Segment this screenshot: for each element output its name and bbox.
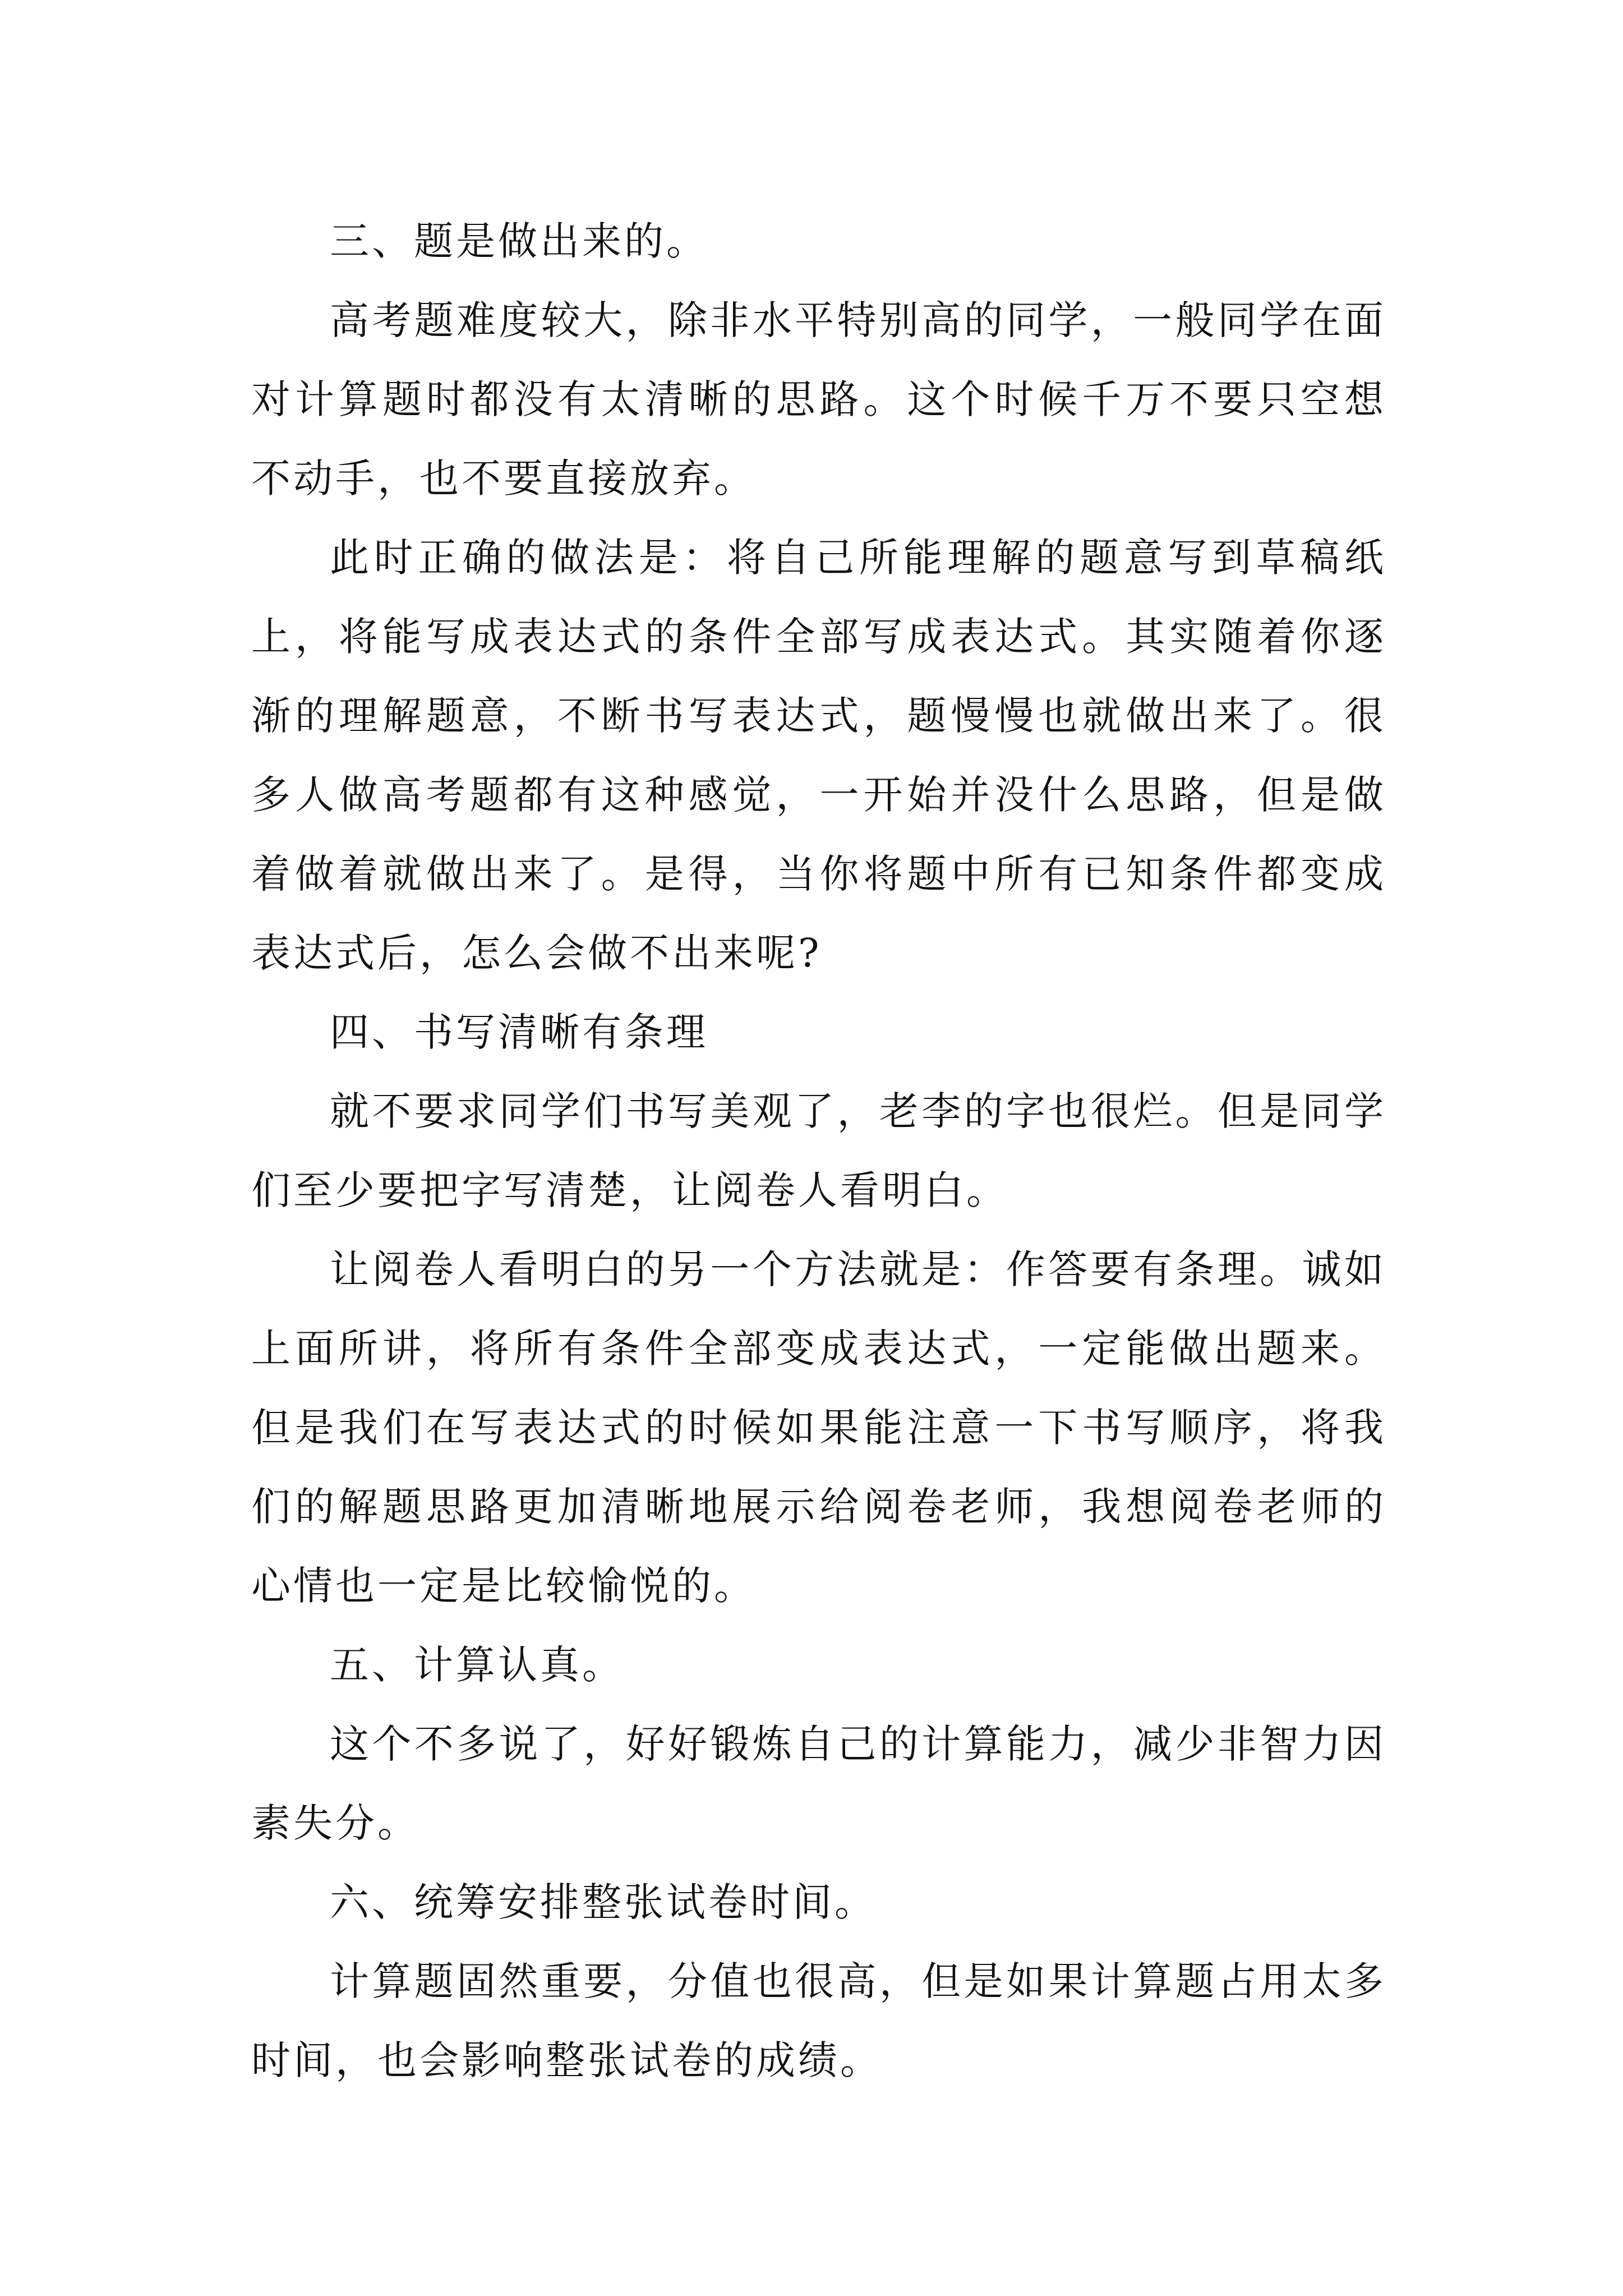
paragraph: 就不要求同学们书写美观了，老李的字也很烂。但是同学们至少要把字写清楚，让阅卷人看明白。 <box>251 1088 1386 1213</box>
paragraph: 高考题难度较大，除非水平特别高的同学，一般同学在面对计算题时都没有太清晰的思路。这个时候千万不要只空想不动手，也不要直接放弃。 <box>251 297 1386 501</box>
section-heading-5: 五、计算认真。 <box>330 1642 624 1688</box>
paragraph: 让阅卷人看明白的另一个方法就是：作答要有条理。诚如上面所讲，将所有条件全部变成表达式，一定能做出题来。但是我们在写表达式的时候如果能注意一下书写顺序，将我们的解题思路更加清晰地展示给阅卷老师，我想阅卷老师的心情也一定是比较愉悦的。 <box>251 1246 1386 1609</box>
section-heading-6: 六、统筹安排整张试卷时间。 <box>330 1879 877 1925</box>
paragraph: 这个不多说了，好好锻炼自己的计算能力，减少非智力因素失分。 <box>251 1721 1386 1846</box>
document-body <box>251 202 1386 2100</box>
paragraph: 计算题固然重要，分值也很高，但是如果计算题占用太多时间，也会影响整张试卷的成绩。 <box>251 1958 1386 2083</box>
section-heading-4: 四、书写清晰有条理 <box>330 1009 708 1055</box>
paragraph: 此时正确的做法是：将自己所能理解的题意写到草稿纸上，将能写成表达式的条件全部写成表达式。其实随着你逐渐的理解题意，不断书写表达式，题慢慢也就做出来了。很多人做高考题都有这种感觉，一开始并没什么思路，但是做着做着就做出来了。是得，当你将题中所有已知条件都变成表达式后，怎么会做不出来呢? <box>251 535 1386 976</box>
section-heading-3: 三、题是做出来的。 <box>330 218 708 264</box>
